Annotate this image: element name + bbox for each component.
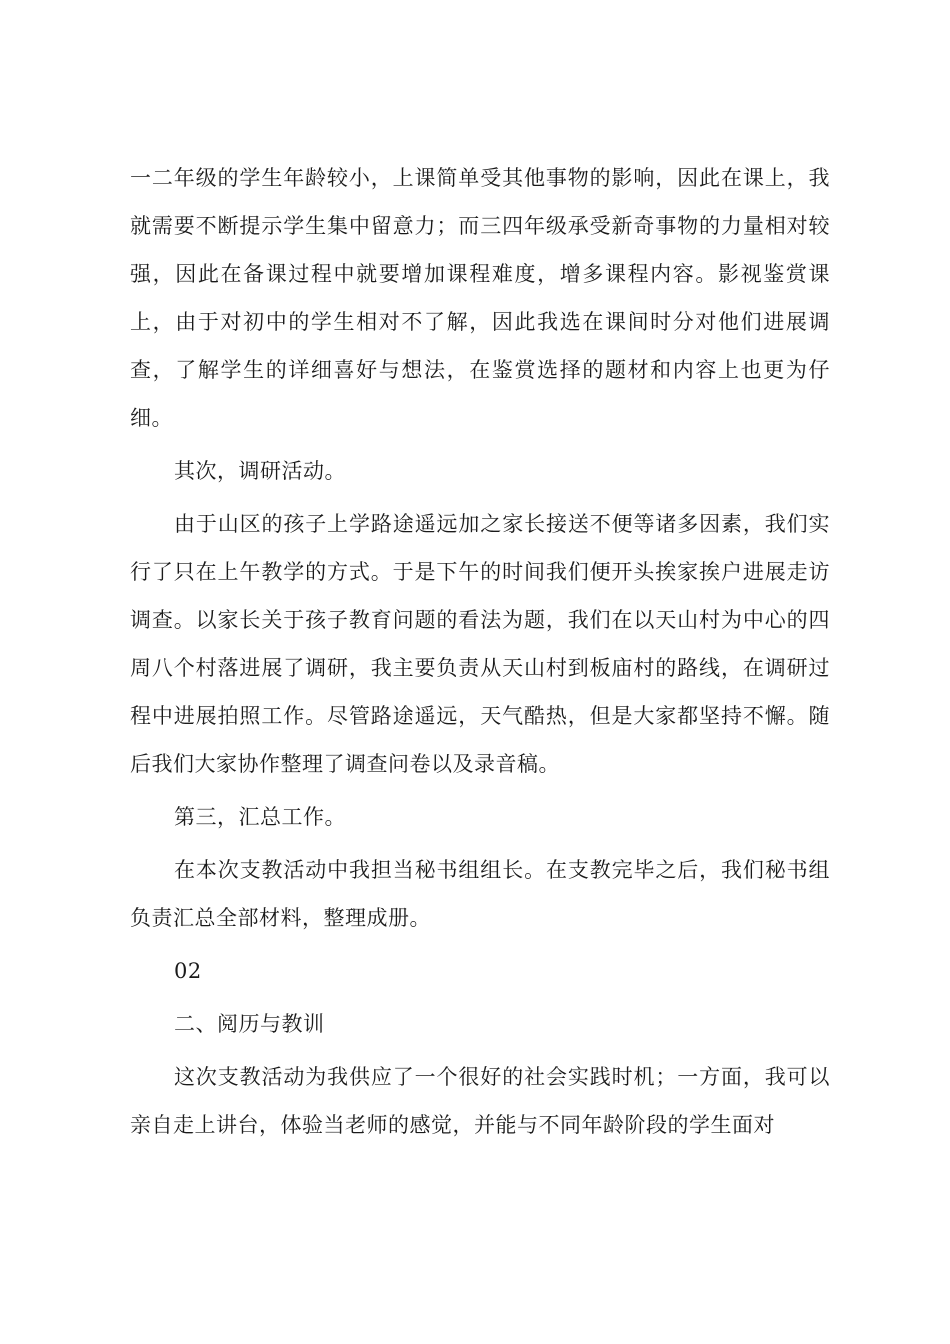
paragraph-secretary-group: 在本次支教活动中我担当秘书组组长。在支教完毕之后，我们秘书组负责汇总全部材料，整理成册。 [130,858,830,930]
heading-research-activity: 其次，调研活动。 [174,459,346,483]
section-heading-experience: 二、阅历与教训 [174,1012,325,1036]
paragraph-social-practice: 这次支教活动为我供应了一个很好的社会实践时机；一方面，我可以亲自走上讲台，体验当老师的感觉，并能与不同年龄阶段的学生面对 [130,1065,830,1137]
paragraph-research: 由于山区的孩子上学路途遥远加之家长接送不便等诸多因素，我们实行了只在上午教学的方式。于是下午的时间我们便开头挨家挨户进展走访调查。以家长关于孩子教育问题的看法为题，我们在以天山村为中心的四周八个村落进展了调研，我主要负责从天山村到板庙村的路线，在调研过程中进展拍照工作。尽管路途遥远，天气酷热，但是大家都坚持不懈。随后我们大家协作整理了调查问卷以及录音稿。 [130,512,830,776]
paragraph-student-ages: 一二年级的学生年龄较小，上课简单受其他事物的影响，因此在课上，我就需要不断提示学生集中留意力；而三四年级承受新奇事物的力量相对较强，因此在备课过程中就要增加课程难度，增多课程内容。影视鉴赏课上，由于对初中的学生相对不了解，因此我选在课间时分对他们进展调查，了解学生的详细喜好与想法，在鉴赏选择的题材和内容上也更为仔细。 [130,166,830,430]
document-body [130,154,830,1149]
section-number: 02 [174,959,202,983]
heading-summary-work: 第三，汇总工作。 [174,805,346,829]
